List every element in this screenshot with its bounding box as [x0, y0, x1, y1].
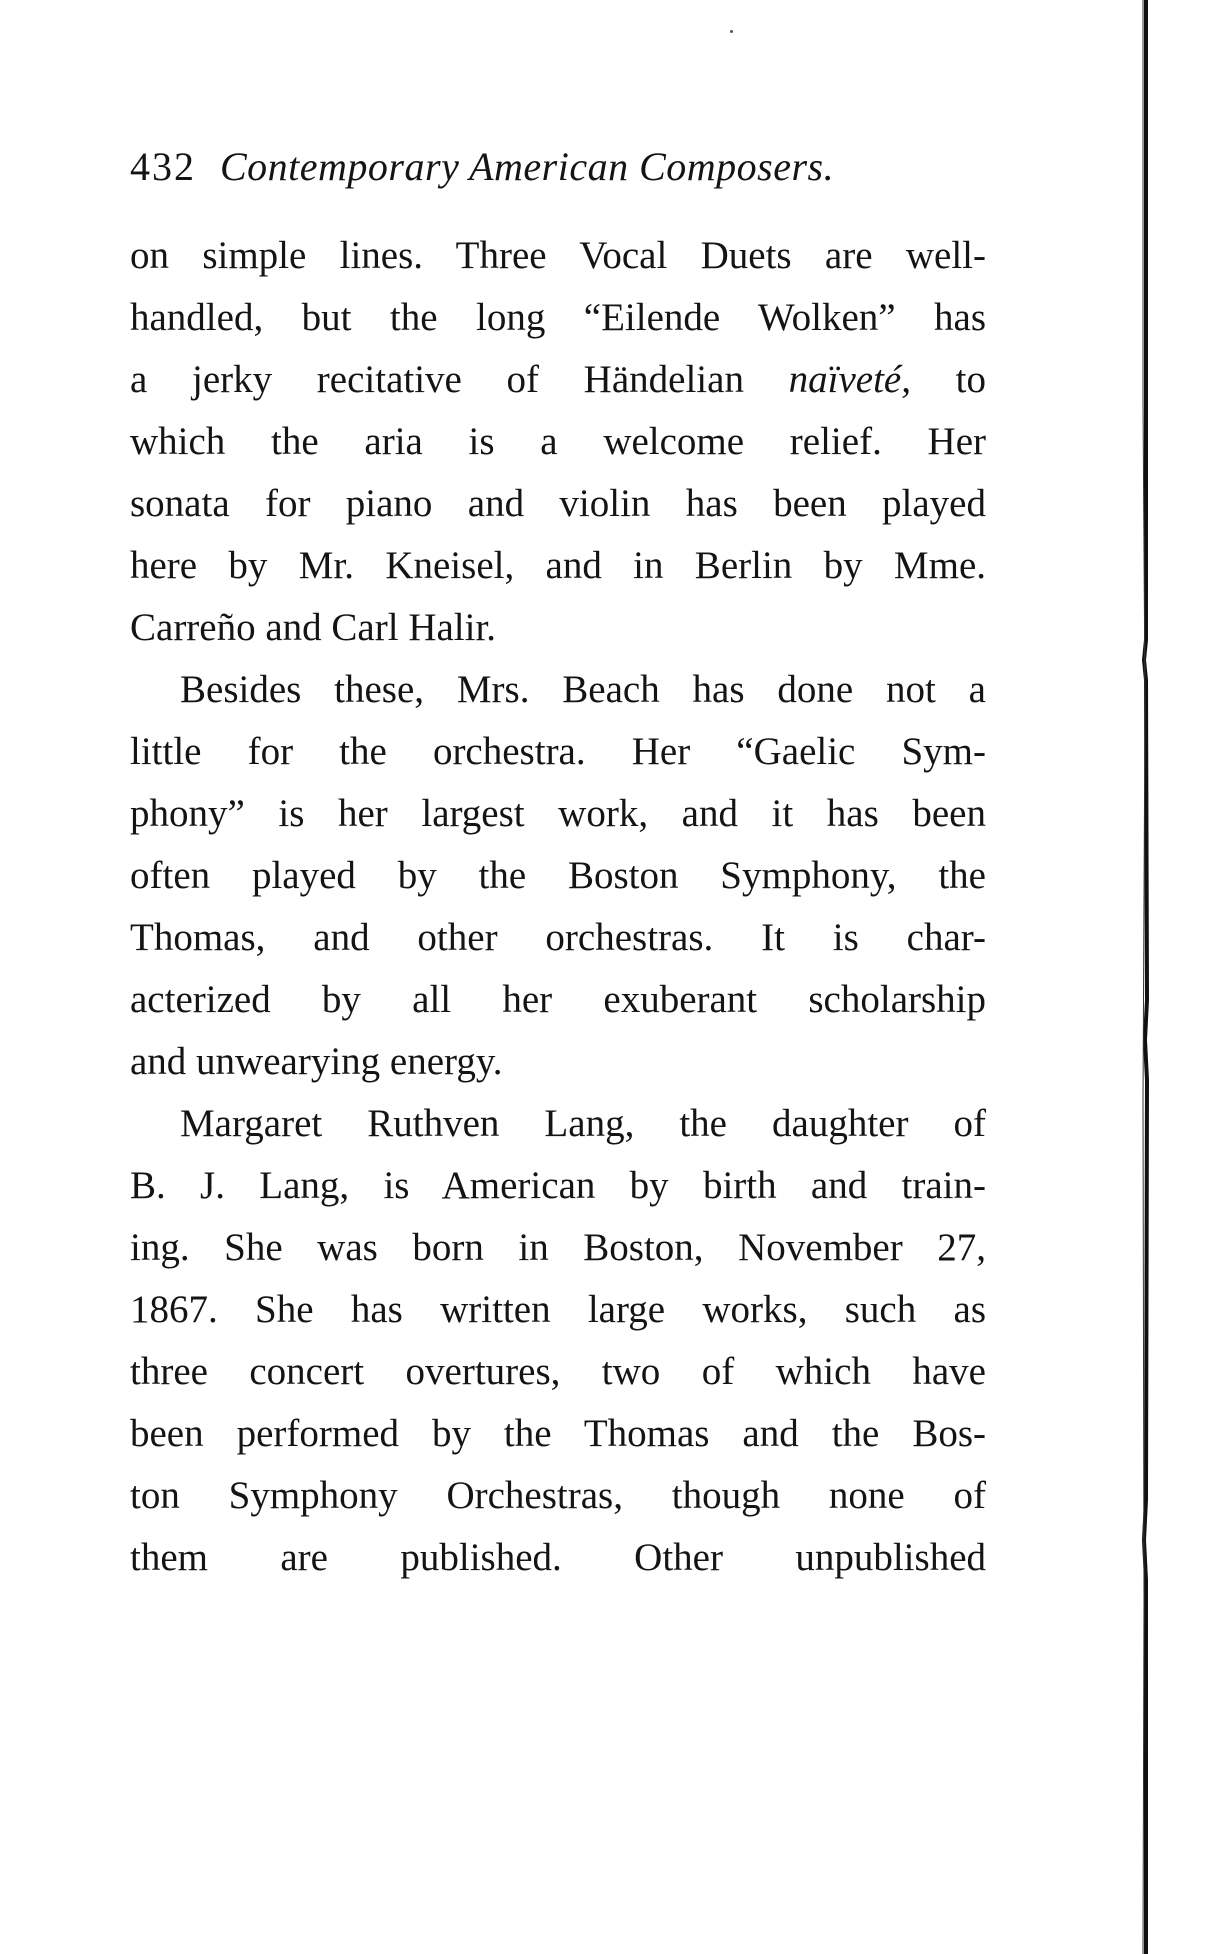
- binding-edge-line: [1140, 0, 1152, 1954]
- text-line: them are published. Other unpublished: [130, 1536, 986, 1579]
- text-line: often played by the Boston Symphony, the: [130, 854, 986, 897]
- text-line: Thomas, and other orchestras. It is char-: [130, 916, 986, 959]
- text-line: Carreño and Carl Halir.: [130, 606, 497, 649]
- text-line: little for the orchestra. Her “Gaelic Sym-: [130, 730, 986, 773]
- running-title: Contemporary American Composers.: [220, 144, 835, 189]
- text-line: been performed by the Thomas and the Bos-: [130, 1412, 986, 1455]
- text-line: a jerky recitative of Händelian naïveté, to: [130, 358, 986, 401]
- text-line: ing. She was born in Boston, November 27,: [130, 1226, 986, 1269]
- binding-shadow: [1144, 0, 1147, 1954]
- italic-word: naïveté,: [788, 358, 911, 401]
- text-line: 1867. She has written large works, such as: [130, 1288, 986, 1331]
- text-line: handled, but the long “Eilende Wolken” has: [130, 296, 986, 339]
- paragraph: [130, 659, 986, 1093]
- text-line: Margaret Ruthven Lang, the daughter of: [180, 1102, 986, 1145]
- text-line: acterized by all her exuberant scholarship: [130, 978, 986, 1021]
- text-line: here by Mr. Kneisel, and in Berlin by Mme.: [130, 544, 986, 587]
- text-line: three concert overtures, two of which have: [130, 1350, 986, 1393]
- text-line: B. J. Lang, is American by birth and train-: [130, 1164, 986, 1207]
- page-number: 432: [130, 144, 196, 189]
- text-line: Besides these, Mrs. Beach has done not a: [180, 668, 986, 711]
- text-line: which the aria is a welcome relief. Her: [130, 420, 986, 463]
- text-line: sonata for piano and violin has been played: [130, 482, 986, 525]
- paragraph: [130, 1093, 986, 1589]
- text-line: and unwearying energy.: [130, 1040, 503, 1083]
- text-line: on simple lines. Three Vocal Duets are well-: [130, 234, 986, 277]
- text-line: ton Symphony Orchestras, though none of: [130, 1474, 986, 1517]
- body-text: [130, 225, 986, 1589]
- ink-speck: [730, 30, 733, 33]
- running-head: [130, 143, 990, 191]
- paragraph: [130, 225, 986, 659]
- text-line: phony” is her largest work, and it has been: [130, 792, 986, 835]
